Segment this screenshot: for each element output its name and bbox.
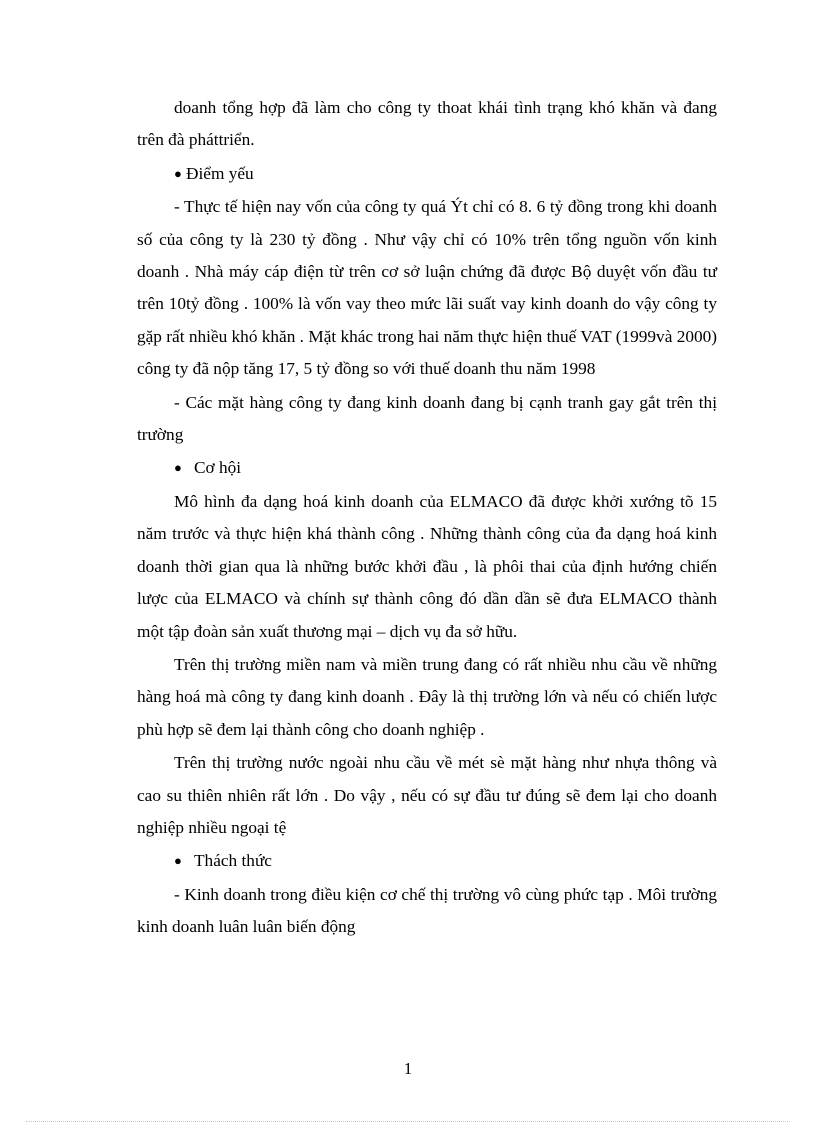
bullet-heading-text: Cơ hội (194, 458, 242, 478)
bullet-icon: ● (174, 853, 182, 869)
bullet-heading-text: Điểm yếu (186, 163, 254, 183)
bullet-icon: ● (174, 165, 182, 181)
bullet-heading (137, 158, 717, 190)
body-paragraph: - Kinh doanh trong điều kiện cơ chế thị trường vô cùng phức tạp . Môi trường kinh doanh luân luân biến động (137, 884, 717, 937)
bullet-heading (137, 452, 717, 484)
body-paragraph: - Thực tế hiện nay vốn của công ty quá Ýt chỉ có 8. 6 tỷ đồng trong khi doanh số của công ty là 230 tỷ đồng . Như vậy chỉ có 10% trên tổng nguồn vốn kinh doanh . Nhà máy cáp điện từ trên cơ sở luận chứng đã được Bộ duyệt vốn đầu tư trên 10tỷ đồng . 100% là vốn vay theo mức lãi suất vay kinh doanh do vậy công ty gặp rất nhiều khó khăn . Mặt khác trong hai năm thực hiện thuế VAT (1999và 2000) công ty đã nộp tăng 17, 5 tỷ đồng so với thuế doanh thu năm 1998 (137, 197, 718, 379)
body-paragraph: Mô hình đa dạng hoá kinh doanh của ELMACO đã được khởi xướng tõ 15 năm trước và thực hiện khá thành công . Những thành công của đa dạng hoá kinh doanh thời gian qua là những bước khởi đầu , là phôi thai của định hướng chiến lược của ELMACO và chính sự thành công đó dần dần sẽ đưa ELMACO thành một tập đoàn sản xuất thương mại – dịch vụ đa sở hữu. (137, 491, 717, 641)
document-body (137, 92, 717, 945)
bullet-icon: ● (174, 460, 182, 476)
bullet-heading (137, 845, 717, 877)
body-paragraph: Trên thị trường nước ngoài nhu cầu về mét sè mặt hàng như nhựa thông và cao su thiên nhiên rất lớn . Do vậy , nếu có sự đầu tư đúng sẽ đem lại cho doanh nghiệp nhiều ngoại tệ (137, 753, 717, 837)
body-paragraph: doanh tổng hợp đã làm cho công ty thoat khái tình trạng khó khăn và đang trên đà pháttriển. (137, 98, 717, 150)
body-paragraph: Trên thị trường miền nam và miền trung đang có rất nhiều nhu cầu về những hàng hoá mà công ty đang kinh doanh . Đây là thị trường lớn và nếu có chiến lược phù hợp sẽ đem lại thành công cho doanh nghiệp . (137, 654, 717, 739)
footer-divider (26, 1121, 790, 1122)
bullet-heading-text: Thách thức (194, 851, 272, 871)
page-number: 1 (403, 1059, 413, 1078)
body-paragraph: - Các mặt hàng công ty đang kinh doanh đang bị cạnh tranh gay gắt trên thị trường (137, 392, 717, 445)
